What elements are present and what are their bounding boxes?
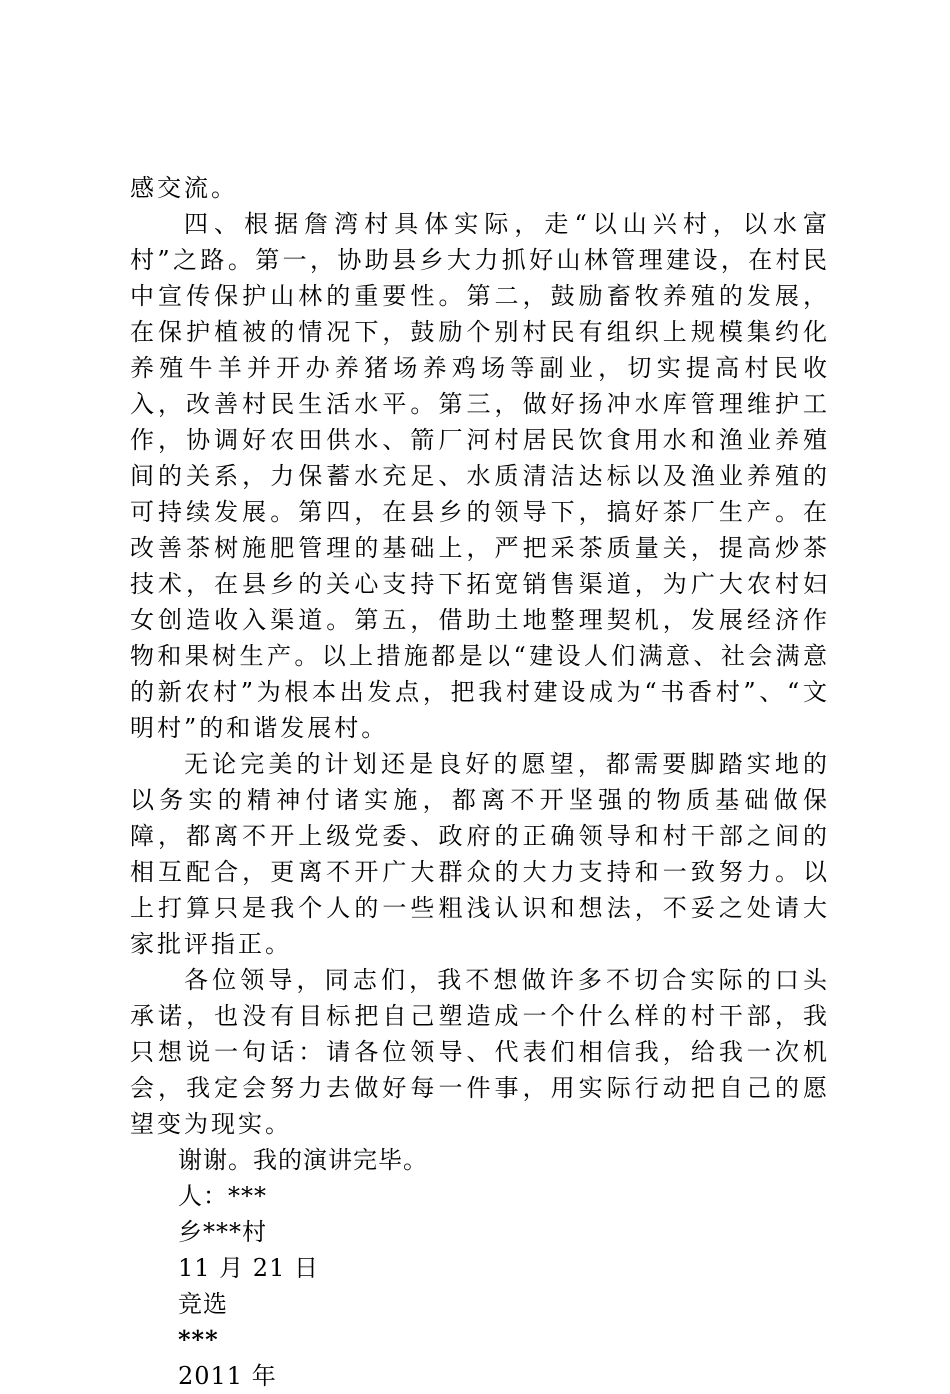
closing-thanks: 谢谢。我的演讲完毕。 [178,1146,428,1174]
signature-name-masked: *** [178,1325,219,1354]
paragraph-continuation: 感交流。 [130,174,238,202]
paragraph-commitment: 无论完美的计划还是良好的愿望，都需要脚踏实地的以务实的精神付诸实施，都离不开坚强的物质基础做保障，都离不开上级党委、政府的正确领导和村干部之间的相互配合，更离不开广大群众的大力支持和一致努力。以上打算只是我个人的一些粗浅认识和想法，不妥之处请大家批评指正。 [130,750,830,958]
signature-date: 11 月 21 日 [178,1254,319,1282]
signature-person: 人：*** [178,1182,267,1210]
signature-campaign: 竞选 [178,1290,228,1318]
document-body [130,170,830,1394]
signature-year: 2011 年 [178,1362,277,1390]
signature-village: 乡***村 [178,1218,267,1246]
paragraph-appeal: 各位领导，同志们，我不想做许多不切合实际的口头承诺，也没有目标把自己塑造成一个什么样的村干部，我只想说一句话：请各位领导、代表们相信我，给我一次机会，我定会努力去做好每一件事，用实际行动把自己的愿望变为现实。 [130,966,830,1138]
paragraph-measures: 四、根据詹湾村具体实际，走“以山兴村，以水富村”之路。第一，协助县乡大力抓好山林管理建设，在村民中宣传保护山林的重要性。第二，鼓励畜牧养殖的发展，在保护植被的情况下，鼓励个别村民有组织上规模集约化养殖牛羊并开办养猪场养鸡场等副业，切实提高村民收入，改善村民生活水平。第三，做好扬冲水库管理维护工作，协调好农田供水、箭厂河村居民饮食用水和渔业养殖间的关系，力保蓄水充足、水质清洁达标以及渔业养殖的可持续发展。第四，在县乡的领导下，搞好茶厂生产。在改善茶树施肥管理的基础上，严把采茶质量关，提高炒茶技术，在县乡的关心支持下拓宽销售渠道，为广大农村妇女创造收入渠道。第五，借助土地整理契机，发展经济作物和果树生产。以上措施都是以“建设人们满意、社会满意的新农村”为根本出发点，把我村建设成为“书香村”、“文明村”的和谐发展村。 [130,210,830,742]
